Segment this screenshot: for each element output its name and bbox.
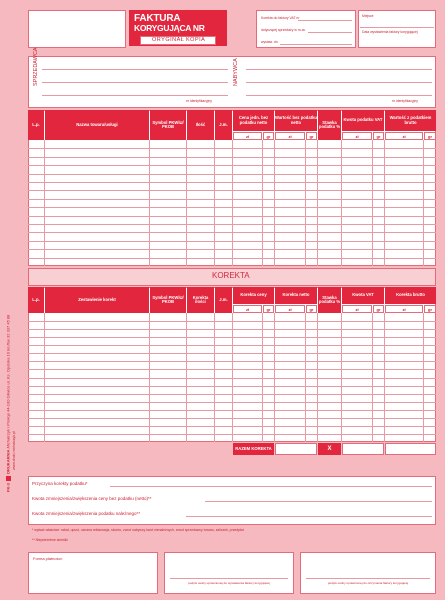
th-zl: zł	[385, 132, 423, 140]
table-row-line	[28, 148, 436, 149]
th2-gr: gr	[373, 305, 384, 313]
original-label: ORYGINAŁ	[152, 37, 185, 43]
table-row-line	[28, 361, 436, 362]
table-column-line	[384, 140, 385, 266]
vat-change-label: Kwota zmniejszenia/zwiększenia podatku należnego**	[32, 511, 141, 516]
title-line1: FAKTURA	[134, 13, 181, 24]
seller-label: SPRZEDAWCA	[33, 47, 39, 86]
th2-price: Korekta ceny	[233, 287, 274, 304]
copy-label: KOPIA	[186, 37, 206, 43]
table-column-line	[44, 140, 45, 266]
place-label: Miejsce	[362, 14, 374, 18]
table-row-line	[28, 386, 436, 387]
table-row-line	[28, 337, 436, 338]
th2-gr: gr	[306, 305, 317, 313]
table-column-line	[232, 140, 233, 266]
th-lp: L.p.	[28, 110, 44, 140]
side-address: 44-100 Gliwice ul. Ks. Opolska 10 tel./fax 32 337 45 88	[5, 314, 11, 413]
side-web: www.druki-michalczyk.pl	[12, 431, 16, 470]
table-row-line	[28, 426, 436, 427]
table-row-line	[28, 353, 436, 354]
table-row-line	[28, 434, 436, 435]
title-line2: KORYGUJĄCA NR	[134, 23, 205, 33]
issued-label: wystaw. dn.	[261, 40, 279, 44]
table-row-line	[28, 249, 436, 250]
th2-vat-amount: Kwota VAT	[342, 287, 384, 304]
table-row-line	[28, 321, 436, 322]
side-print	[6, 315, 11, 492]
th-zl: zł	[275, 132, 305, 140]
table-column-line	[149, 140, 150, 266]
th2-vat-rate: Stawka podatku %	[318, 287, 341, 313]
th-zl: zł	[233, 132, 262, 140]
th2-gr: gr	[263, 305, 274, 313]
table-row-line	[28, 418, 436, 419]
table-row-line	[28, 378, 436, 379]
correction-title: KOREKTA	[212, 271, 250, 280]
th-gr: gr	[306, 132, 317, 140]
th-gr: gr	[263, 132, 274, 140]
issue-date-label: Data wystawienia faktury korygującej	[362, 30, 418, 34]
table-row-line	[28, 157, 436, 158]
table-row-line	[28, 232, 436, 233]
issuer-signature-box	[164, 552, 294, 594]
side-product: Michalczyk i Prokop	[5, 413, 11, 449]
th2-summary: Zestawienie korekt	[45, 287, 149, 313]
table-row-line	[28, 174, 436, 175]
table-column-line	[214, 140, 215, 266]
th2-quantity: Korekta ilości	[187, 287, 214, 313]
table-row-line	[28, 369, 436, 370]
buyer-id-note: nr identyfikacyjny	[392, 99, 419, 103]
side-brand-icon	[6, 476, 11, 481]
th2-gr: gr	[424, 305, 436, 313]
correction-to-invoice-label: Korekta do faktury VAT nr	[261, 16, 300, 20]
th2-zl: zł	[342, 305, 372, 313]
table-row-line	[28, 241, 436, 242]
th2-symbol: Symbol PKWiU/ PKOB	[150, 287, 186, 313]
th-unit-price: Cena jedn. bez podatku netto	[233, 110, 274, 131]
table-row-line	[28, 165, 436, 166]
th-gr: gr	[424, 132, 436, 140]
table-row-line	[28, 190, 436, 191]
footnote-1: * wpisać właściwe: rabat, upust, uznana reklamacja, skonto, zwrot nabywcy kwot nienależnych, zwrot sprzedawcy towaru, zaliczek, przedpłat	[32, 528, 244, 532]
table-row-line	[28, 199, 436, 200]
table-row-line	[28, 402, 436, 403]
total-net-cell	[275, 443, 317, 455]
th-vat-rate: Stawka podatku %	[318, 110, 341, 140]
table-row-line	[28, 329, 436, 330]
th2-zl: zł	[385, 305, 423, 313]
table-column-line	[186, 140, 187, 266]
table-column-line	[341, 140, 342, 266]
th2-gross: Korekta brutto	[385, 287, 436, 304]
table-row-line	[28, 216, 436, 217]
total-gross-cell	[385, 443, 436, 455]
table-row-line	[28, 258, 436, 259]
table-row-line	[28, 410, 436, 411]
side-brand: DRUKARNIA	[5, 449, 11, 474]
table-column-line	[372, 140, 373, 266]
th-gr: gr	[373, 132, 384, 140]
table-row-line	[28, 224, 436, 225]
th2-zl: zł	[275, 305, 305, 313]
table-row-line	[28, 207, 436, 208]
table-row-line	[28, 182, 436, 183]
total-vat-cell	[342, 443, 384, 455]
reason-label: Przyczyna korekty podatku*	[32, 481, 88, 486]
table-column-line	[423, 140, 424, 266]
total-x-mark: X	[318, 443, 341, 455]
table-column-line	[317, 140, 318, 266]
table-column-line	[262, 140, 263, 266]
th-name: Nazwa towaru/usługi	[45, 110, 149, 140]
th-vat-amount: Kwota podatku VAT	[342, 110, 384, 131]
footnote-2: ** Niepotrzebne skreślić	[32, 538, 68, 542]
receiver-signature-box	[300, 552, 436, 594]
th2-unit: J.m.	[215, 287, 232, 313]
side-code: FK-3	[5, 483, 11, 492]
receiver-signature-label: podpis osoby uprawnionej do otrzymania faktury korygującej	[327, 581, 409, 585]
header-left-box	[28, 10, 126, 48]
sale-date-label: dotyczącej sprzedaży w m-cu	[261, 28, 306, 32]
buyer-label: NABYWCA	[233, 58, 239, 86]
issuer-signature-label: podpis osoby uprawnionej do wystawienia faktury korygującej	[188, 581, 270, 585]
th-gross-value: Wartość z podatkiem brutto	[385, 110, 436, 131]
total-correction-label: RAZEM KOREKTA	[233, 443, 274, 455]
th-unit: J.m.	[215, 110, 232, 140]
table-row-line	[28, 345, 436, 346]
th-quantity: Ilość	[187, 110, 214, 140]
table-column-line	[305, 140, 306, 266]
th2-net: Korekta netto	[275, 287, 317, 304]
payment-form-label: Forma płatności:	[33, 556, 63, 561]
th2-zl: zł	[233, 305, 262, 313]
th-symbol: Symbol PKWiU/ PKOB	[150, 110, 186, 140]
th-zl: zł	[342, 132, 372, 140]
th-net-value: Wartość bez podatku netto	[275, 110, 317, 131]
net-change-label: Kwota zmniejszenia/zwiększenia ceny bez podatku (netto)**	[32, 496, 152, 501]
table-column-line	[274, 140, 275, 266]
th2-lp: L.p.	[28, 287, 44, 313]
table-row-line	[28, 394, 436, 395]
seller-id-note: nr identyfikacyjny	[186, 99, 213, 103]
